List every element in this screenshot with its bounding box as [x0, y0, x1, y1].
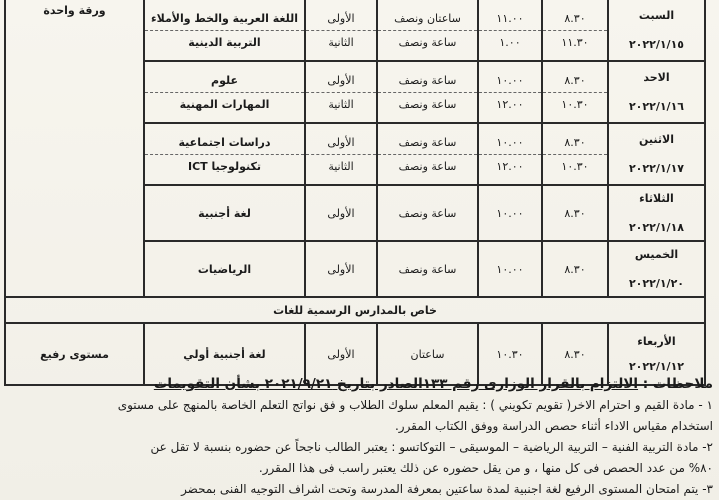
- subject: الرياضيات: [144, 241, 305, 297]
- period: الثانية: [328, 97, 354, 111]
- subject-cell: [144, 61, 305, 123]
- day-cell: [608, 0, 705, 61]
- start-time: ٨.٣٠: [543, 133, 607, 155]
- notes-section: [0, 374, 719, 500]
- period-cell: [305, 123, 377, 185]
- day-cell: [608, 241, 705, 297]
- end-time: ١١.٠٠: [479, 9, 541, 31]
- subject: اللغة العربية والخط والأملاء: [145, 9, 304, 31]
- schedule-row-saturday: [5, 0, 705, 61]
- day-date: ٢٠٢٢/١/١٥: [628, 38, 685, 51]
- end-time: ١٢.٠٠: [496, 159, 524, 173]
- subject: التربية الدينية: [188, 35, 261, 49]
- duration: ساعة ونصف: [378, 71, 477, 93]
- day-date: ٢٠٢٢/١/١٦: [628, 100, 685, 113]
- notes-heading: [0, 374, 719, 395]
- period-cell: [305, 61, 377, 123]
- subject: لغة أجنبية أولي: [144, 323, 305, 385]
- schedule-row-banner: [5, 297, 705, 323]
- exam-schedule-table: [4, 0, 706, 386]
- period: الأولى: [305, 185, 377, 241]
- duration: ساعة ونصف: [378, 133, 477, 155]
- end-time: ١٠.٠٠: [478, 241, 542, 297]
- level: مستوى رفيع: [5, 323, 144, 385]
- day-date: ٢٠٢٢/١/١٧: [628, 162, 685, 175]
- start-time: ١١.٣٠: [561, 35, 589, 49]
- day-name: السبت: [638, 9, 675, 22]
- end-time-cell: [478, 61, 542, 123]
- subject: دراسات اجتماعية: [145, 133, 304, 155]
- notes-title: الالتزام بالقرار الوزارى رقم ١٣٣الصادر بتاريخ ٢٠٢١/٩/٢١ بشأن التقويمات: [153, 376, 639, 392]
- day-name: الخميس: [634, 248, 679, 261]
- duration: ساعتان ونصف: [378, 9, 477, 31]
- notes-label: ملاحظات :: [642, 376, 713, 392]
- subject-cell: [144, 123, 305, 185]
- period: الأولى: [305, 241, 377, 297]
- note-line: ٨٠% من عدد الحصص فى كل منها ، و من يقل حضوره عن ذلك يعتبر راسب فى هذا المقرر.: [258, 461, 713, 475]
- end-time: ١٢.٠٠: [496, 97, 524, 111]
- note-line: استخدام مقياس الاداء أثناء حصص الدراسة ووفق الكتاب المقرر.: [394, 419, 713, 433]
- note-line: ٢- مادة التربية الفنية – التربية الرياضية – الموسيقى – التوكاتسو : يعتبر الطالب ناجحاً عن حضوره بنسبة لا تقل عن: [150, 440, 713, 454]
- day-name: الاحد: [643, 71, 670, 84]
- period: الأولى: [306, 9, 376, 31]
- duration: ساعة ونصف: [398, 159, 457, 173]
- end-time-cell: [478, 123, 542, 185]
- period: الثانية: [328, 159, 354, 173]
- start-time: ٨.٣٠: [542, 323, 608, 385]
- duration-cell: [377, 123, 478, 185]
- end-time-cell: [478, 0, 542, 61]
- duration-cell: [377, 61, 478, 123]
- duration: ساعتان: [377, 323, 478, 385]
- end-time: ١٠.٣٠: [478, 323, 542, 385]
- subject: المهارات المهنية: [179, 97, 270, 111]
- start-time-cell: [542, 123, 608, 185]
- day-name: الاثنين: [639, 133, 674, 146]
- duration: ساعة ونصف: [377, 241, 478, 297]
- period: الأولى: [306, 71, 376, 93]
- languages-banner: خاص بالمدارس الرسمية للغات: [5, 297, 705, 323]
- start-time: ١٠.٣٠: [561, 97, 589, 111]
- end-time: ١٠.٠٠: [478, 185, 542, 241]
- duration-cell: [377, 0, 478, 61]
- note-line: ١ - مادة القيم و احترام الاخر( تقويم تكويني ) : يقيم المعلم سلوك الطلاب و فق نواتج التعلم الخاصة بالمنهج على مستوى: [117, 398, 713, 412]
- side-note: ورقة واحدة: [43, 4, 106, 17]
- side-column: [5, 0, 144, 297]
- day-cell: [608, 123, 705, 185]
- period: الأولى: [306, 133, 376, 155]
- start-time: ٨.٣٠: [542, 241, 608, 297]
- end-time: ١٠.٠٠: [479, 133, 541, 155]
- note-line: ٣- يتم امتحان المستوى الرفيع لغة اجنبية لمدة ساعتين بمعرفة المدرسة وتحت اشراف التوجيه الفنى بمحضر: [181, 482, 713, 496]
- period: الأولى: [305, 323, 377, 385]
- period-cell: [305, 0, 377, 61]
- day-date: ٢٠٢٢/١/٢٠: [628, 277, 685, 290]
- start-time: ٨.٣٠: [543, 9, 607, 31]
- duration: ساعة ونصف: [398, 97, 457, 111]
- day-name: الأربعاء: [637, 335, 676, 348]
- day-date: ٢٠٢٢/١/١٢: [628, 360, 685, 373]
- day-date: ٢٠٢٢/١/١٨: [628, 221, 685, 234]
- day-name: الثلاثاء: [639, 192, 674, 205]
- subject-cell: [144, 0, 305, 61]
- duration: ساعة ونصف: [377, 185, 478, 241]
- start-time: ١٠.٣٠: [561, 159, 589, 173]
- end-time: ١.٠٠: [499, 35, 521, 49]
- subject: لغة أجنبية: [144, 185, 305, 241]
- duration: ساعة ونصف: [398, 35, 457, 49]
- start-time-cell: [542, 61, 608, 123]
- start-time: ٨.٣٠: [542, 185, 608, 241]
- subject: تكنولوجيا ICT: [188, 159, 261, 173]
- subject: علوم: [145, 71, 304, 93]
- day-cell: [608, 61, 705, 123]
- day-cell: [608, 185, 705, 241]
- period: الثانية: [328, 35, 354, 49]
- start-time-cell: [542, 0, 608, 61]
- end-time: ١٠.٠٠: [479, 71, 541, 93]
- start-time: ٨.٣٠: [543, 71, 607, 93]
